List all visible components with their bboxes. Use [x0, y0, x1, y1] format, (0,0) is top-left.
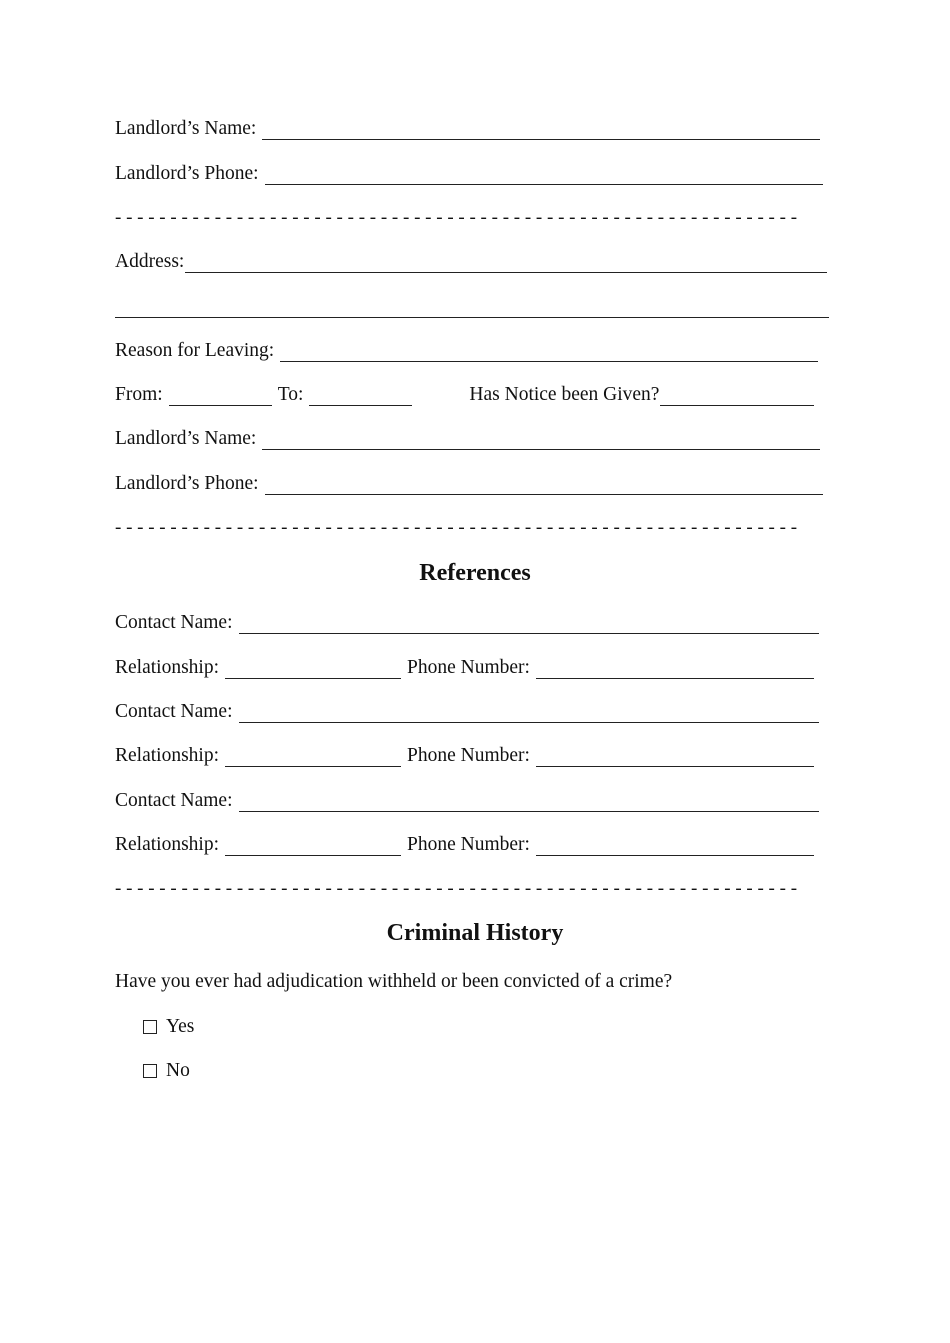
- section-separator: - - - - - - - - - - - - - - - - - - - - - - - - - - - - - - - - - - - - - - - - - - - - - - - - - - - - - - - - - - - - - -: [115, 207, 798, 228]
- landlord-name-row: [115, 112, 820, 140]
- yes-checkbox[interactable]: [143, 1020, 157, 1034]
- criminal-history-heading: Criminal History: [386, 920, 564, 946]
- reason-field[interactable]: [280, 341, 818, 362]
- phone-number-label: Phone Number:: [407, 833, 530, 855]
- reference-2-relationship-field[interactable]: [225, 746, 401, 767]
- reference-3-contact-row: [115, 784, 819, 812]
- to-label: To:: [277, 383, 304, 405]
- yes-label: Yes: [166, 1016, 195, 1037]
- reference-3-relationship-field[interactable]: [225, 835, 401, 856]
- reference-1-relationship-field[interactable]: [225, 658, 401, 679]
- reason-row: [115, 334, 818, 362]
- landlord-name-label: Landlord’s Name:: [115, 117, 257, 139]
- address-line-2-row: [115, 290, 829, 318]
- reference-1-phone-field[interactable]: [536, 658, 814, 679]
- reference-2-details-row: [115, 739, 814, 767]
- phone-number-label: Phone Number:: [407, 656, 530, 678]
- reference-3-phone-field[interactable]: [536, 835, 814, 856]
- section-separator: - - - - - - - - - - - - - - - - - - - - - - - - - - - - - - - - - - - - - - - - - - - - - - - - - - - - - - - - - - - - - -: [115, 878, 798, 899]
- criminal-history-question: Have you ever had adjudication withheld or been convicted of a crime?: [115, 971, 673, 992]
- relationship-label: Relationship:: [115, 744, 219, 766]
- reference-2-phone-field[interactable]: [536, 746, 814, 767]
- notice-label: Has Notice been Given?: [469, 383, 660, 405]
- yes-option[interactable]: [143, 1017, 194, 1037]
- reference-2-contact-row: [115, 695, 819, 723]
- reference-2-contact-field[interactable]: [239, 702, 819, 723]
- relationship-label: Relationship:: [115, 833, 219, 855]
- no-label: No: [166, 1060, 190, 1081]
- landlord-name-field[interactable]: [262, 119, 820, 140]
- reference-1-contact-row: [115, 606, 819, 634]
- contact-name-label: Contact Name:: [115, 700, 233, 722]
- address-row: [115, 245, 827, 273]
- dates-row: [115, 378, 814, 406]
- references-heading: References: [419, 560, 531, 586]
- to-field[interactable]: [309, 385, 412, 406]
- reference-1-contact-field[interactable]: [239, 613, 819, 634]
- reference-3-contact-field[interactable]: [239, 791, 819, 812]
- landlord-phone-field[interactable]: [265, 164, 823, 185]
- reason-label: Reason for Leaving:: [115, 339, 275, 361]
- residence-landlord-phone-label: Landlord’s Phone:: [115, 472, 259, 494]
- address-field[interactable]: [185, 252, 827, 273]
- landlord-phone-label: Landlord’s Phone:: [115, 162, 259, 184]
- phone-number-label: Phone Number:: [407, 744, 530, 766]
- notice-field[interactable]: [660, 385, 814, 406]
- relationship-label: Relationship:: [115, 656, 219, 678]
- no-option[interactable]: [143, 1061, 190, 1081]
- from-field[interactable]: [169, 385, 272, 406]
- contact-name-label: Contact Name:: [115, 611, 233, 633]
- landlord-phone-row: [115, 157, 823, 185]
- address-line-2-field[interactable]: [115, 297, 829, 318]
- residence-landlord-phone-row: [115, 467, 823, 495]
- residence-landlord-name-row: [115, 422, 820, 450]
- contact-name-label: Contact Name:: [115, 789, 233, 811]
- residence-landlord-name-field[interactable]: [262, 429, 820, 450]
- reference-1-details-row: [115, 651, 814, 679]
- section-separator: - - - - - - - - - - - - - - - - - - - - - - - - - - - - - - - - - - - - - - - - - - - - - - - - - - - - - - - - - - - - - -: [115, 517, 798, 538]
- residence-landlord-phone-field[interactable]: [265, 474, 823, 495]
- residence-landlord-name-label: Landlord’s Name:: [115, 427, 257, 449]
- from-label: From:: [115, 383, 163, 405]
- address-label: Address:: [115, 250, 185, 272]
- reference-3-details-row: [115, 828, 814, 856]
- no-checkbox[interactable]: [143, 1064, 157, 1078]
